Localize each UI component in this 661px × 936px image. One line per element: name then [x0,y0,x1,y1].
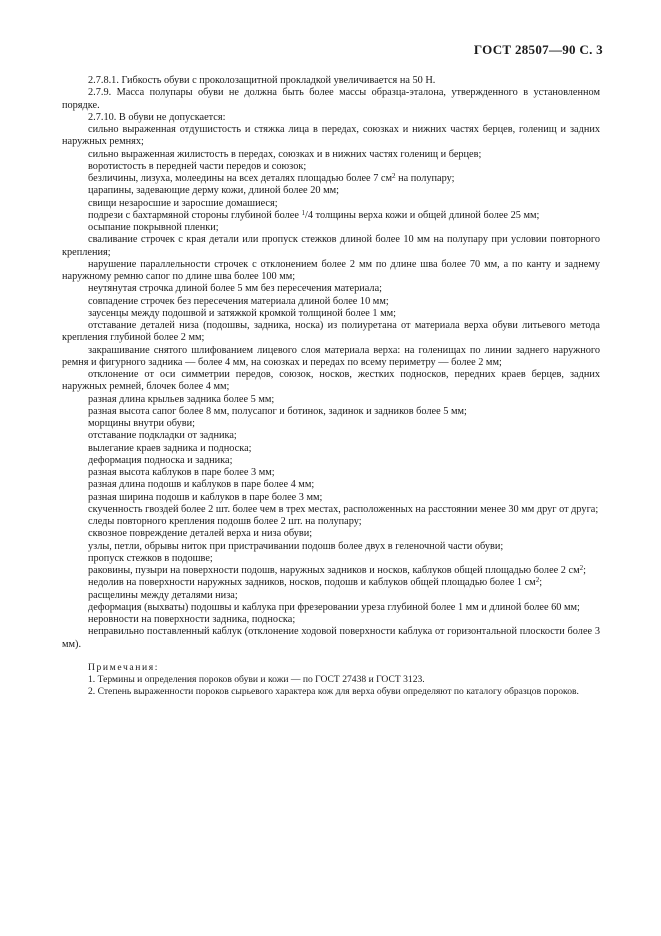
defect-item: разная ширина подошв и каблуков в паре более 3 мм; [88,491,323,503]
defect-item: морщины внутри обуви; [88,418,196,429]
defect-text-tail: ; [539,577,543,589]
fraction-denominator: 4 [307,209,313,221]
defect-item: закрашивание снятого шлифованием лицевого слоя материала верха: на голенищах по линии заднего наружного ремня и фигурного задника — более 4 мм, на союзках и передах по всему периметру — более 2 мм; [62,344,600,368]
defect-item: разная высота каблуков в паре более 3 мм; [88,467,275,478]
defect-item: царапины, задевающие дерму кожи, длиной более 20 мм; [88,185,339,197]
page-header: ГОСТ 28507—90 С. 3 [473,42,603,57]
defect-item: сильно выраженная отдушистость и стяжка лица в передах, союзках и нижних частях берцев, голенищ и задних наружных ремнях; [62,124,600,148]
defect-item: сильно выраженная жилистость в передах, союзках и в нижних частях голенищ и берцев; [88,148,482,160]
fraction-numerator: 1 [301,208,305,217]
defect-item: неровности на поверхности задника, подноска; [88,614,296,625]
superscript: 2 [535,576,540,585]
defect-item: заусенцы между подошвой и затяжкой кромкой толщиной более 1 мм; [88,307,397,319]
document-body [62,75,600,698]
defect-item: отклонение от оси симметрии передов, союзок, носков, жестких подносков, передних краев берцев, задних наружных ремней, блочек более 4 мм; [62,369,600,393]
defect-item: деформация подноска и задника; [88,454,233,466]
defect-item: воротистость в передней части передов и союзок; [88,160,307,172]
defect-text: недолив на поверхности наружных задников, носков, подошв и каблуков общей площадью более 1 см [88,577,536,589]
defect-item [62,173,600,185]
defect-item: разная длина подошв и каблуков в паре более 4 мм; [88,479,315,491]
defect-item: неутянутая строчка длиной более 5 мм без пересечения материала; [88,283,382,295]
defect-text: раковины, пузыри на поверхности подошв, наружных задников и носков, каблуков общей площадью более 2 см [88,565,580,576]
defect-item: совпадение строчек без пересечения материала длиной более 10 мм; [88,295,389,307]
defect-item: сквозное повреждение деталей верха и низа обуви; [88,528,313,540]
notes-title: Примечания: [88,661,159,673]
defect-item: сваливание строчек с края детали или пропуск стежков длиной более 10 мм на полупару при условии повторного крепления; [62,234,600,258]
defect-item: пропуск стежков в подошве; [88,552,213,564]
note-item: 1. Термины и определения пороков обуви и кожи — по ГОСТ 27438 и ГОСТ 3123. [88,673,425,685]
note-item: 2. Степень выраженности пороков сырьевого характера кож для верха обуви определяют по каталогу образцов пороков. [88,686,579,698]
defect-item: осыпание покрывной пленки; [88,222,219,233]
defect-text: безличины, лизуха, молеедины на всех деталях площадью более 7 см [88,173,392,184]
superscript: 2 [392,172,396,180]
defect-item: разная высота сапог более 8 мм, полусапог и ботинок, задинок и задников более 5 мм; [88,405,467,417]
defect-item: вылегание краев задника и подноска; [88,442,252,454]
defect-item: отставание деталей низа (подошвы, задника, носка) из полиуретана от материала верха обуви литьевого метода крепления глубиной более 2 мм; [62,320,600,344]
clause-2-7-9: 2.7.9. Масса полупары обуви не должна быть более массы образца-эталона, утвержденного в установленном порядке. [62,87,600,111]
defect-item [62,565,600,577]
defect-item [62,577,600,589]
defect-item: следы повторного крепления подошв более 2 шт. на полупару; [88,516,362,527]
clause-2-7-8-1: 2.7.8.1. Гибкость обуви с проколозащитной прокладкой увеличивается на 50 Н. [88,75,436,86]
superscript: 2 [579,564,584,572]
notes-section [62,662,600,699]
clause-2-7-10: 2.7.10. В обуви не допускается: [88,111,226,123]
defect-item: отставание подкладки от задника; [88,430,237,442]
defect-item [62,210,600,222]
defect-item: деформация (выхваты) подошвы и каблука при фрезеровании уреза глубиной более 1 мм и длиной более 60 мм; [88,601,580,613]
defect-text-tail: на полупару; [395,173,455,184]
defect-item: скученность гвоздей более 2 шт. более чем в трех местах, расположенных на расстоянии менее 30 мм друг от друга; [88,503,599,515]
defect-text: подрези с бахтармяной стороны глубиной более [88,209,302,221]
defect-item: нарушение параллельности строчек с отклонением более 2 мм по длине шва более 70 мм, а по канту и заднему наружному ремню сапог по длине шва более 100 мм; [62,258,600,282]
defect-item: неправильно поставленный каблук (отклонение ходовой поверхности каблука от горизонтальной плоскости более 3 мм). [62,626,600,650]
fraction: $^1$/4 [301,208,313,221]
defect-text-tail: толщины верха кожи и общей длиной более 25 мм; [313,209,540,221]
defect-item: узлы, петли, обрывы ниток при пристрачивании подошв более двух в геленочной части обуви; [88,540,504,552]
defect-text-tail: ; [583,565,586,576]
defect-item: разная длина крыльев задника более 5 мм; [88,393,275,405]
defect-item: свищи незаросшие и заросшие домашиеся; [88,197,278,209]
defect-item: расщелины между деталями низа; [88,589,238,601]
